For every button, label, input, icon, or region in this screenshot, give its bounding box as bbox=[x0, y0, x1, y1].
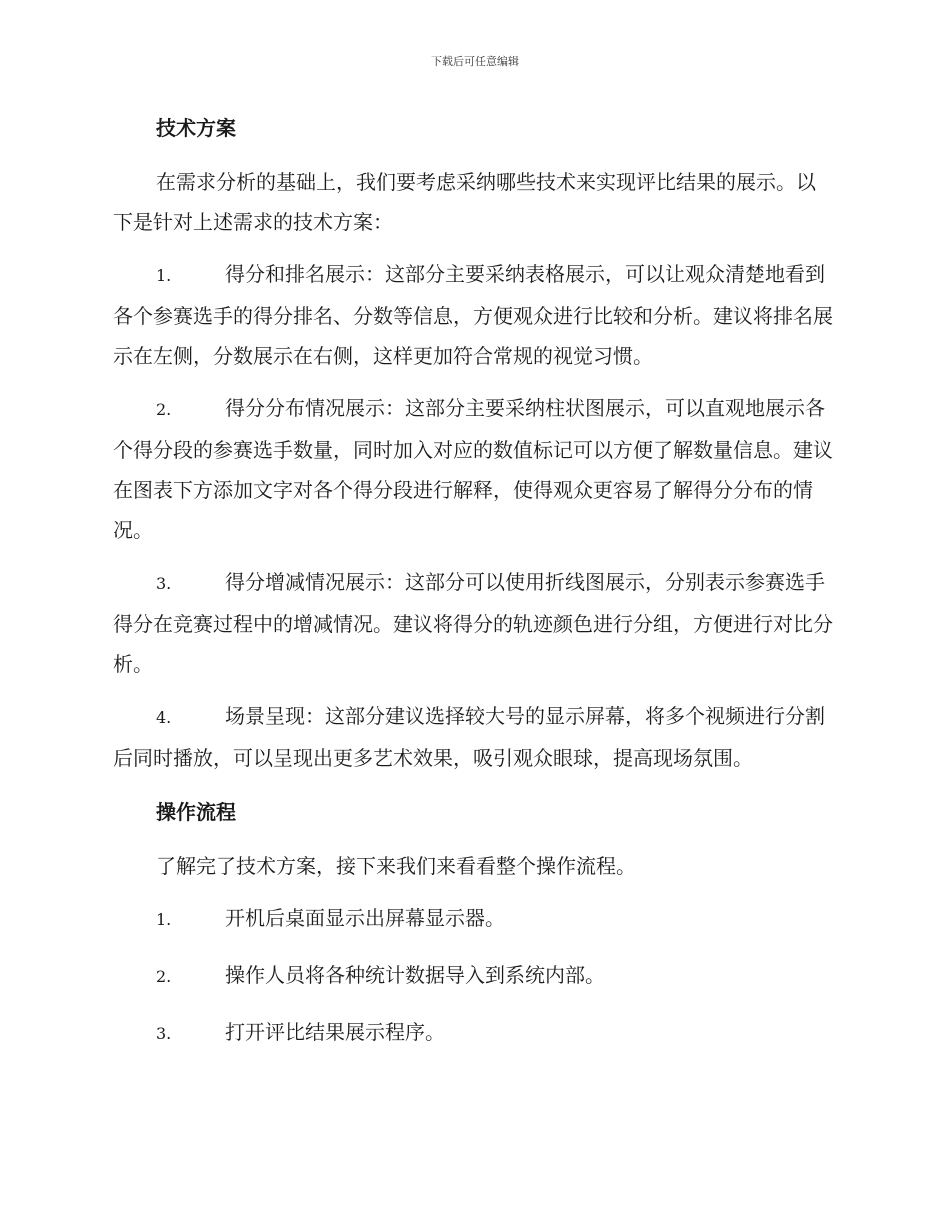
list-item-text: 得分分布情况展示：这部分主要采纳柱状图展示，可以直观地展示各个得分段的参赛选手数量，同时加入对应的数值标记可以方便了解数量信息。建议在图表下方添加文字对各个得分段进行解释，使得观众更容易了解得分分布的情况。 bbox=[113, 396, 833, 542]
tech-plan-list bbox=[113, 254, 833, 778]
list-item bbox=[113, 388, 833, 550]
list-item bbox=[113, 696, 833, 778]
list-item bbox=[113, 955, 833, 997]
workflow-list bbox=[113, 898, 833, 1054]
list-item-number: 1. bbox=[156, 266, 172, 285]
list-item-text: 得分增减情况展示：这部分可以使用折线图展示，分别表示参赛选手得分在竞赛过程中的增减情况。建议将得分的轨迹颜色进行分组，方便进行对比分析。 bbox=[113, 570, 833, 676]
list-item-number: 3. bbox=[156, 574, 172, 593]
section-heading-tech-plan: 技术方案 bbox=[156, 116, 236, 140]
section-intro-workflow: 了解完了技术方案，接下来我们来看看整个操作流程。 bbox=[156, 854, 636, 878]
list-item bbox=[113, 254, 833, 376]
list-item-text: 开机后桌面显示出屏幕显示器。 bbox=[225, 906, 505, 930]
list-item bbox=[113, 562, 833, 684]
list-item-text: 场景呈现：这部分建议选择较大号的显示屏幕，将多个视频进行分割后同时播放，可以呈现出更多艺术效果，吸引观众眼球，提高现场氛围。 bbox=[113, 704, 825, 770]
section-heading-workflow: 操作流程 bbox=[156, 800, 236, 824]
list-item-number: 2. bbox=[156, 967, 172, 986]
list-item-text: 操作人员将各种统计数据导入到系统内部。 bbox=[225, 963, 605, 987]
list-item-text: 打开评比结果展示程序。 bbox=[225, 1020, 445, 1044]
section-intro-tech-plan: 在需求分析的基础上，我们要考虑采纳哪些技术来实现评比结果的展示。以下是针对上述需求的技术方案： bbox=[113, 170, 816, 234]
list-item-number: 4. bbox=[156, 708, 172, 727]
page-header: 下载后可任意编辑 bbox=[431, 55, 519, 68]
list-item bbox=[113, 898, 833, 940]
list-item-text: 得分和排名展示：这部分主要采纳表格展示，可以让观众清楚地看到各个参赛选手的得分排名、分数等信息，方便观众进行比较和分析。建议将排名展示在左侧，分数展示在右侧，这样更加符合常规的视觉习惯。 bbox=[113, 262, 833, 368]
list-item-number: 2. bbox=[156, 400, 172, 419]
list-item bbox=[113, 1012, 833, 1054]
document-body bbox=[113, 110, 833, 1069]
list-item-number: 1. bbox=[156, 910, 172, 929]
list-item-number: 3. bbox=[156, 1024, 172, 1043]
